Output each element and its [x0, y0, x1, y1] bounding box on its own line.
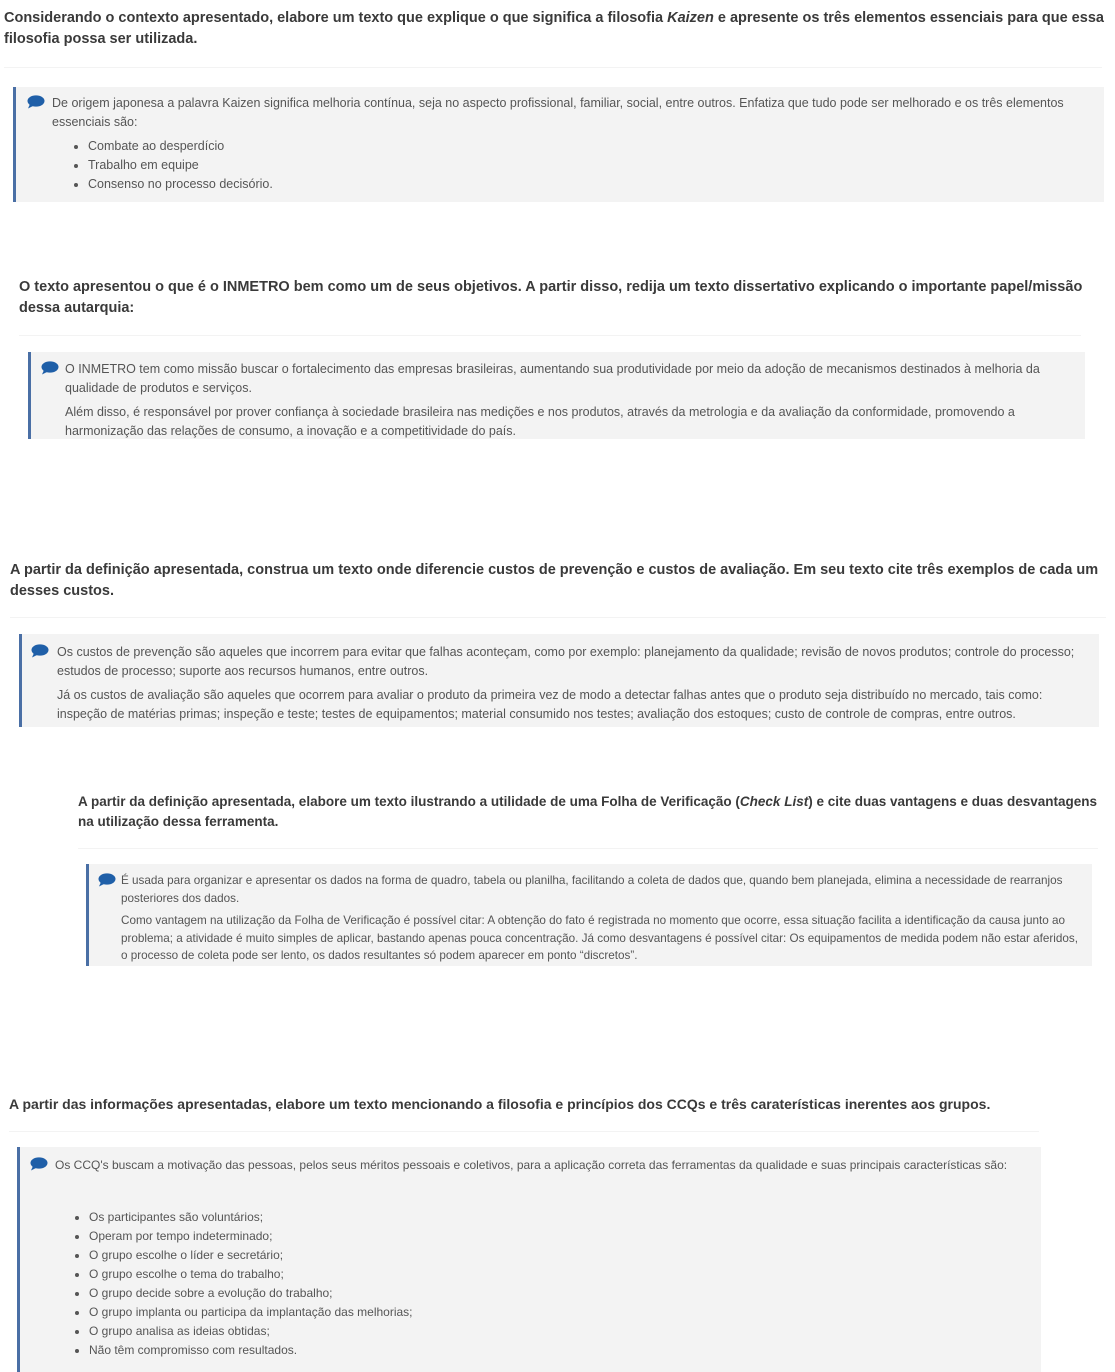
answer-5-frame: [9, 1131, 1039, 1134]
answer-2-paragraph-1: O INMETRO tem como missão buscar o fortalecimento das empresas brasileiras, aumentando sua produtividade por meio da adoção de mecanismos destinados à melhoria da qualidade de produtos e serviços.: [65, 362, 1040, 395]
answer-4-paragraph-2: Como vantagem na utilização da Folha de Verificação é possível citar: A obtenção do fato é registrada no momento que ocorre, essa situação facilita a identificação da causa junto ao problema; a atividade é muito simples de aplicar, bastando apenas pouca concentração. Já como desvantagens é possível citar: Os equipamentos de medida podem não estar aferidos, o processo de coleta pode ser lento, os dados resultantes só podem aparecer em ponto “discretos”.: [121, 914, 1078, 962]
list-item: • O grupo escolhe o líder e secretário;: [89, 1246, 1035, 1265]
answer-1-list: [52, 137, 1082, 194]
list-item: • Operam por tempo indeterminado;: [89, 1227, 1035, 1246]
list-item: • O grupo implanta ou participa da implantação das melhorias;: [89, 1303, 1035, 1322]
answer-2: [28, 352, 1085, 439]
question-4: A partir da definição apresentada, elabore um texto ilustrando a utilidade de uma Folha de Verificação (Check List) e cite duas vantagens e duas desvantagens na utilização dessa ferramenta.: [78, 794, 1098, 829]
answer-4: [86, 864, 1092, 966]
answer-3-paragraph-1: Os custos de prevenção são aqueles que incorrem para evitar que falhas aconteçam, como por exemplo: planejamento da qualidade; revisão de novos produtos; controle do processo; estudos de processo; suporte aos recursos humanos, entre outros.: [57, 645, 1075, 678]
list-item: • Não têm compromisso com resultados.: [89, 1341, 1035, 1360]
list-item: • Os participantes são voluntários;: [89, 1208, 1035, 1227]
list-item: • Consenso no processo decisório.: [88, 175, 1082, 194]
list-item: • O grupo decide sobre a evolução do trabalho;: [89, 1284, 1035, 1303]
speech-bubble-icon: [98, 873, 116, 887]
answer-1-intro: De origem japonesa a palavra Kaizen significa melhoria contínua, seja no aspecto profissional, familiar, social, entre outros. Enfatiza que tudo pode ser melhorado e os três elementos essenciais são:: [52, 96, 1064, 129]
answer-3-paragraph-2: Já os custos de avaliação são aqueles que ocorrem para avaliar o produto da primeira vez de modo a detectar falhas antes que o produto seja distribuído no mercado, tais como: inspeção de matérias primas; inspeção e teste; testes de equipamentos; material consumido nos testes; avaliação dos estoques; custo de controle de compras, entre outros.: [57, 688, 1043, 721]
question-3: A partir da definição apresentada, construa um texto onde diferencie custos de prevenção e custos de avaliação. Em seu texto cite três exemplos de cada um desses custos.: [10, 562, 1099, 599]
list-item: • O grupo escolhe o tema do trabalho;: [89, 1265, 1035, 1284]
list-item: • O grupo analisa as ideias obtidas;: [89, 1322, 1035, 1341]
answer-1-frame: [4, 67, 1102, 70]
speech-bubble-icon: [31, 644, 49, 658]
answer-5-list: [55, 1208, 1035, 1360]
question-5: A partir das informações apresentadas, elabore um texto mencionando a filosofia e princípios dos CCQs e três caraterísticas inerentes aos grupos.: [9, 1096, 991, 1112]
answer-2-paragraph-2: Além disso, é responsável por prover confiança à sociedade brasileira nas medições e nos produtos, através da metrologia e da avaliação da conformidade, promovendo a harmonização das relações de consumo, a inovação e a competitividade do país.: [65, 405, 1015, 438]
speech-bubble-icon: [27, 95, 45, 109]
answer-3: [19, 634, 1099, 727]
speech-bubble-icon: [30, 1157, 48, 1171]
answer-4-paragraph-1: É usada para organizar e apresentar os dados na forma de quadro, tabela ou planilha, facilitando a coleta de dados que, quando bem planejada, elimina a necessidade de rearranjos posteriores dos dados.: [121, 874, 1063, 905]
answer-5: [17, 1147, 1041, 1372]
answer-3-frame: [10, 617, 1106, 620]
answer-5-intro: Os CCQ's buscam a motivação das pessoas, pelos seus méritos pessoais e coletivos, para a aplicação correta das ferramentas da qualidade e suas principais características são:: [55, 1158, 1008, 1172]
answer-4-frame: [78, 848, 1098, 851]
question-2: O texto apresentou o que é o INMETRO bem como um de seus objetivos. A partir disso, redija um texto dissertativo explicando o importante papel/missão dessa autarquia:: [19, 279, 1083, 316]
question-1: Considerando o contexto apresentado, elabore um texto que explique o que significa a filosofia Kaizen e apresente os três elementos essenciais para que essa filosofia possa ser utilizada.: [4, 10, 1104, 47]
answer-1: [13, 87, 1104, 202]
speech-bubble-icon: [41, 361, 59, 375]
list-item: • Trabalho em equipe: [88, 156, 1082, 175]
list-item: • Combate ao desperdício: [88, 137, 1082, 156]
answer-2-frame: [19, 335, 1081, 338]
